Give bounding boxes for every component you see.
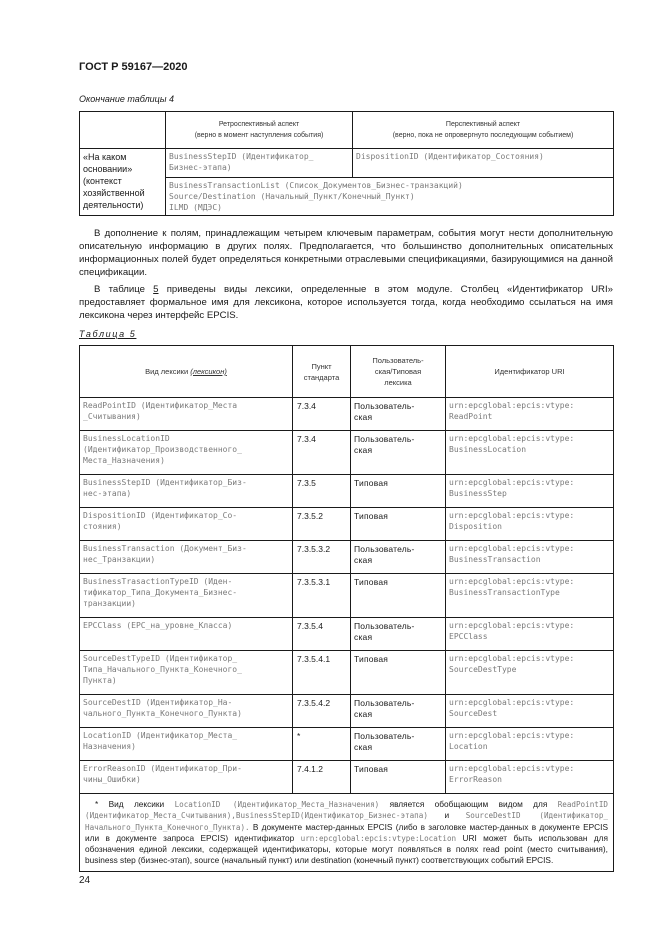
table-row (80, 541, 614, 574)
uri-cell (446, 651, 614, 695)
uri-line: BusinessTransactionType (449, 588, 560, 597)
header-lexicon-link[interactable]: (лексикон) (190, 367, 227, 376)
uri-cell (446, 508, 614, 541)
uri-line: urn:epcglobal:epcis:vtype: (449, 478, 575, 487)
vocab-name-line: стояния) (83, 522, 122, 531)
vocab-name-cell (80, 475, 293, 508)
table4-merged-line: Source/Destination (Начальный_Пункт/Конечный_Пункт) (169, 192, 415, 201)
vocab-name-line: чины_Ошибки) (83, 775, 141, 784)
table4-prosp-line: DispositionID (Идентификатор_Состояния) (356, 152, 544, 161)
uri-cell (446, 475, 614, 508)
vocab-type-cell (351, 728, 446, 761)
vocab-type-cell (351, 695, 446, 728)
table-row (80, 651, 614, 695)
vocab-name-line: нес-этапа) (83, 489, 132, 498)
vocab-type-line: ская (354, 632, 373, 642)
header-text: Пользователь- (372, 356, 424, 365)
vocab-name-cell (80, 618, 293, 651)
vocab-name-line: Типа_Начального_Пункта_Конечного_ (83, 665, 242, 674)
table4-retro-line: Бизнес-этапа) (169, 163, 232, 172)
table5-header-row (80, 346, 614, 398)
table4-why-label (80, 149, 166, 216)
clause-cell: * (293, 728, 351, 761)
vocab-name-line: BusinessLocationID (83, 434, 170, 443)
table4-retro-line: BusinessStepID (Идентификатор_ (169, 152, 314, 161)
table5-header-uri: Идентификатор URI (446, 346, 614, 398)
table5-header-type (351, 346, 446, 398)
table4-row (80, 149, 614, 178)
uri-cell (446, 728, 614, 761)
paragraph-text: приведены виды лексики, определенные в этом модуле. Столбец «Идентификатор URI» предоставляет формальное имя для лексикона, которое используется тогда, когда необходимо ссылаться на имя лексикона через интерфейс EPCIS. (79, 284, 613, 321)
table4-header-prosp-note: (верно, пока не опровергнуто последующим событием) (392, 132, 574, 139)
vocab-type-cell (351, 618, 446, 651)
vocab-name-line: ErrorReasonID (Идентификатор_При- (83, 764, 242, 773)
table4-why-line: основании» (83, 164, 133, 174)
table-row (80, 431, 614, 475)
table4-header-retro-note: (верно в момент наступления события) (194, 132, 324, 139)
vocab-type-line: ская (354, 555, 373, 565)
table-row (80, 508, 614, 541)
vocab-name-cell (80, 574, 293, 618)
vocab-type-line: Типовая (354, 478, 389, 488)
table4-merged-line: BusinessTransactionList (Список_Документов_Бизнес-транзакций) (169, 181, 463, 190)
vocab-name-cell (80, 761, 293, 794)
uri-line: SourceDestType (449, 665, 517, 674)
table4-merged-line: ILMD (МДЭС) (169, 203, 222, 212)
clause-cell: 7.4.1.2 (293, 761, 351, 794)
vocab-type-line: Пользователь- (354, 621, 415, 631)
vocab-name-line: (Идентификатор_Производственного_ (83, 445, 242, 454)
paragraph-additional-fields: В дополнение к полям, принадлежащим четырем ключевым параметрам, события могут нести дополнительную описательную информацию в других полях. Предполагается, что большинство дополнительных описательных информационных полей будет определяться конкретными отраслевыми спецификациями, базирующимися на данной спецификации. (79, 228, 613, 278)
uri-line: urn:epcglobal:epcis:vtype: (449, 654, 575, 663)
header-text: Вид лексики (145, 367, 191, 376)
uri-cell (446, 618, 614, 651)
vocab-name-line: BusinessStepID (Идентификатор_Биз- (83, 478, 247, 487)
vocab-name-line: _Считывания) (83, 412, 141, 421)
vocab-name-cell (80, 508, 293, 541)
vocab-name-cell (80, 651, 293, 695)
vocab-name-line: EPCClass (EPC_на_уровне_Класса) (83, 621, 233, 630)
vocab-name-line: LocationID (Идентификатор_Места_ (83, 731, 238, 740)
vocab-name-line: транзакции) (83, 599, 136, 608)
vocab-type-cell (351, 761, 446, 794)
clause-cell: 7.3.4 (293, 398, 351, 431)
uri-cell (446, 431, 614, 475)
footnote-mono: LocationID (Идентификатор_Места_Назначения) (174, 800, 380, 809)
uri-line: urn:epcglobal:epcis:vtype: (449, 731, 575, 740)
uri-line: Disposition (449, 522, 502, 531)
clause-cell: 7.3.5.4.2 (293, 695, 351, 728)
vocab-name-line: Места_Назначения) (83, 456, 165, 465)
table4-merged-cell (166, 178, 614, 216)
table5-header-kind (80, 346, 293, 398)
footnote-text: URI может быть использован для обозначения единой лексики, содержащей идентификаторы, которые могут появляться в полях read point (место считывания), business step (бизнес-этап), source (начальный пункт) или destination (конечный пункт) соответствующих событий EPCIS. (85, 832, 608, 866)
uri-line: urn:epcglobal:epcis:vtype: (449, 698, 575, 707)
uri-line: urn:epcglobal:epcis:vtype: (449, 401, 575, 410)
table-row (80, 574, 614, 618)
uri-line: ErrorReason (449, 775, 502, 784)
table4-why-line: хозяйственной (83, 188, 145, 198)
vocab-name-cell (80, 695, 293, 728)
uri-line: BusinessTransaction (449, 555, 541, 564)
table-row (80, 618, 614, 651)
table4-header-prosp-title: Перспективный аспект (445, 121, 521, 128)
table-row (80, 695, 614, 728)
table4-header-row (80, 112, 614, 149)
page-number: 24 (79, 875, 91, 886)
table4-prosp-cell (353, 149, 614, 178)
vocab-name-line: BusinessTransaction (Документ_Биз- (83, 544, 247, 553)
footnote-text: В документе мастер-данных EPCIS (либо в заголовке мастер-данных в документе EPCIS или в документе запроса EPCIS) идентификатор (85, 821, 608, 843)
vocab-name-line: чального_Пункта_Конечного_Пункта) (83, 709, 242, 718)
vocab-type-cell (351, 574, 446, 618)
table4-header-retro (166, 112, 353, 149)
table4-header-retro-title: Ретроспективный аспект (218, 121, 300, 128)
vocab-type-line: ская (354, 742, 373, 752)
uri-line: BusinessStep (449, 489, 507, 498)
uri-line: urn:epcglobal:epcis:vtype: (449, 544, 575, 553)
table4-header-prosp (353, 112, 614, 149)
table4 (79, 111, 614, 216)
footnote-mono: urn:epcglobal:epcis:vtype:Location (300, 833, 457, 843)
clause-cell: 7.3.5.2 (293, 508, 351, 541)
vocab-type-line: Типовая (354, 511, 389, 521)
uri-line: Location (449, 742, 488, 751)
header-text: лексика (384, 378, 412, 387)
table4-caption: Окончание таблицы 4 (79, 94, 174, 104)
table4-why-line: деятельности) (83, 200, 144, 210)
vocab-type-cell (351, 398, 446, 431)
table5-header-clause (293, 346, 351, 398)
uri-line: SourceDest (449, 709, 498, 718)
table5-footnote (80, 794, 614, 872)
uri-cell (446, 541, 614, 574)
header-text: ская/Типовая (374, 367, 422, 376)
footnote-mono: SourceDestID (Идентификатор_ Начального_Пункта_Конечного_Пункта). (85, 811, 608, 832)
clause-cell: 7.3.5.4 (293, 618, 351, 651)
document-header: ГОСТ Р 59167—2020 (79, 61, 188, 73)
table5-body (80, 398, 614, 794)
uri-line: ReadPoint (449, 412, 493, 421)
paragraph-table5-intro (79, 283, 613, 322)
uri-line: urn:epcglobal:epcis:vtype: (449, 434, 575, 443)
vocab-name-line: SourceDestTypeID (Идентификатор_ (83, 654, 238, 663)
table-row (80, 398, 614, 431)
table5 (79, 345, 614, 872)
table-row (80, 728, 614, 761)
table-row (80, 475, 614, 508)
vocab-name-line: тификатор_Типа_Документа_Бизнес- (83, 588, 238, 597)
clause-cell: 7.3.5.4.1 (293, 651, 351, 695)
vocab-name-line: нес_Транзакции) (83, 555, 156, 564)
uri-cell (446, 398, 614, 431)
table5-caption: Таблица 5 (79, 329, 137, 339)
vocab-type-line: Пользователь- (354, 698, 415, 708)
vocab-type-cell (351, 508, 446, 541)
table4-why-line: «На каком (83, 152, 127, 162)
uri-cell (446, 574, 614, 618)
header-text: Пункт (311, 361, 332, 371)
uri-line: urn:epcglobal:epcis:vtype: (449, 764, 575, 773)
uri-line: BusinessLocation (449, 445, 527, 454)
vocab-name-line: Назначения) (83, 742, 136, 751)
uri-cell (446, 695, 614, 728)
vocab-type-line: Пользователь- (354, 731, 415, 741)
vocab-name-line: Пункта) (83, 676, 117, 685)
clause-cell: 7.3.4 (293, 431, 351, 475)
footnote-text: * Вид лексики (95, 799, 175, 809)
uri-line: urn:epcglobal:epcis:vtype: (449, 621, 575, 630)
vocab-name-cell (80, 431, 293, 475)
vocab-name-cell (80, 541, 293, 574)
vocab-type-line: ская (354, 412, 373, 422)
vocab-name-line: DispositionID (Идентификатор_Со- (83, 511, 238, 520)
table5-footnote-row (80, 794, 614, 872)
vocab-name-cell (80, 398, 293, 431)
table-row (80, 761, 614, 794)
uri-line: urn:epcglobal:epcis:vtype: (449, 577, 575, 586)
paragraph-text: В таблице (94, 284, 154, 295)
footnote-mono: ReadPointID (Идентификатор_Места_Считывания),BusinessStepID(Идентификатор_Бизнес-этапа) (85, 800, 608, 821)
vocab-type-line: Пользователь- (354, 544, 415, 554)
header-text: стандарта (303, 372, 340, 382)
clause-cell: 7.3.5.3.1 (293, 574, 351, 618)
footnote-text: и (427, 810, 466, 821)
table5-reference-link[interactable]: 5 (153, 284, 159, 295)
vocab-name-line: ReadPointID (Идентификатор_Места (83, 401, 238, 410)
vocab-type-cell (351, 431, 446, 475)
vocab-type-line: Типовая (354, 654, 389, 664)
vocab-type-line: Типовая (354, 577, 389, 587)
vocab-type-line: Пользователь- (354, 401, 415, 411)
vocab-type-cell (351, 651, 446, 695)
vocab-type-line: ская (354, 709, 373, 719)
table4-why-line: (контекст (83, 176, 122, 186)
uri-cell (446, 761, 614, 794)
vocab-type-line: Пользователь- (354, 434, 415, 444)
vocab-name-line: SourceDestID (Идентификатор_На- (83, 698, 233, 707)
vocab-name-cell (80, 728, 293, 761)
vocab-type-cell (351, 541, 446, 574)
uri-line: urn:epcglobal:epcis:vtype: (449, 511, 575, 520)
table4-retro-cell (166, 149, 353, 178)
table4-header-empty (80, 112, 166, 149)
vocab-type-cell (351, 475, 446, 508)
footnote-text: является обобщающим видом для (379, 799, 558, 809)
vocab-type-line: ская (354, 445, 373, 455)
clause-cell: 7.3.5 (293, 475, 351, 508)
uri-line: EPCClass (449, 632, 488, 641)
vocab-name-line: BusinessTrasactionTypeID (Иден- (83, 577, 233, 586)
clause-cell: 7.3.5.3.2 (293, 541, 351, 574)
vocab-type-line: Типовая (354, 764, 389, 774)
